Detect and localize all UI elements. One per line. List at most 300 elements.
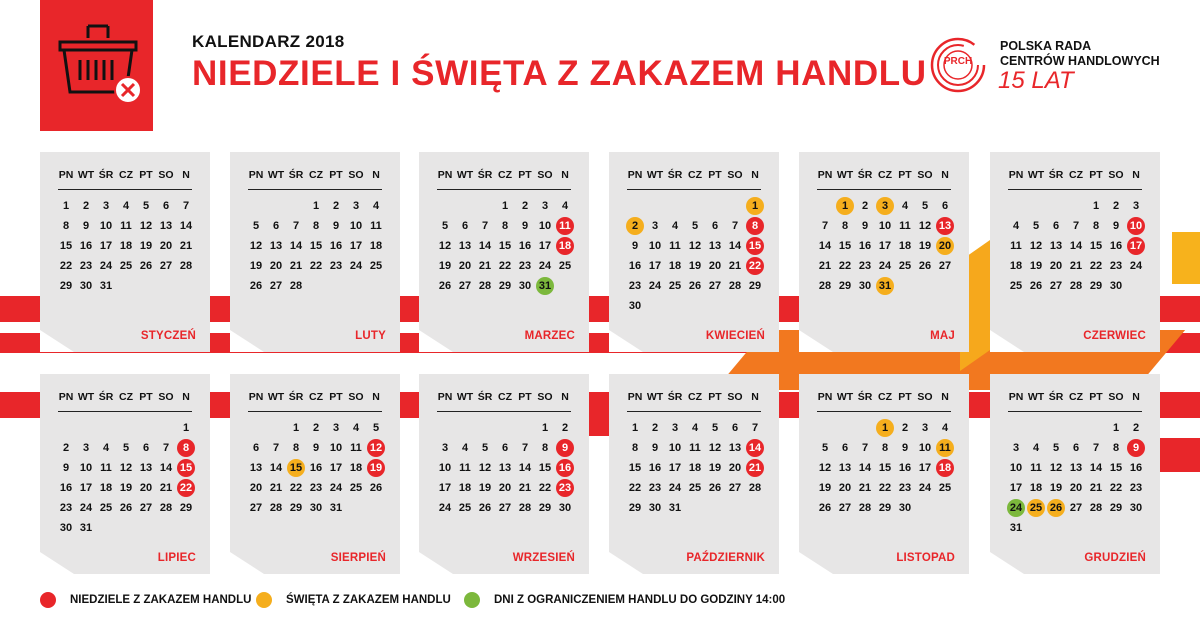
- day-cell: 29: [1089, 280, 1103, 292]
- day-cell: 5: [441, 220, 449, 232]
- day-limited-hours: 24: [1007, 499, 1025, 517]
- weekday-label: SO: [917, 169, 933, 181]
- day-cell: 29: [179, 502, 193, 514]
- day-cell: 29: [59, 280, 73, 292]
- month-card: [799, 374, 969, 574]
- day-cell: 4: [461, 442, 469, 454]
- card-corner-cut: [40, 330, 74, 352]
- day-cell: 12: [119, 462, 133, 474]
- day-cell: 30: [59, 522, 73, 534]
- day-grid: [815, 418, 955, 518]
- day-grid: [435, 196, 575, 296]
- day-cell: 5: [1032, 220, 1040, 232]
- month-card: [609, 152, 779, 352]
- day-cell: 5: [921, 200, 929, 212]
- weekday-header: [435, 391, 575, 403]
- weekday-label: PN: [248, 169, 264, 181]
- day-cell: 24: [878, 260, 892, 272]
- day-grid: [815, 196, 955, 296]
- day-cell: 24: [648, 280, 662, 292]
- card-corner-cut: [419, 330, 453, 352]
- weekday-header: [56, 391, 196, 403]
- empty-cell: [436, 419, 454, 437]
- month-card: [40, 152, 210, 352]
- day-cell: 23: [898, 482, 912, 494]
- day-cell: 2: [861, 200, 869, 212]
- day-cell: 16: [628, 260, 642, 272]
- day-cell: 18: [369, 240, 383, 252]
- day-cell: 21: [179, 240, 193, 252]
- day-cell: 26: [249, 280, 263, 292]
- day-cell: 7: [292, 220, 300, 232]
- day-cell: 10: [648, 240, 662, 252]
- day-cell: 23: [1109, 260, 1123, 272]
- day-sunday-ban: 18: [556, 237, 574, 255]
- green-dot-icon: [464, 592, 480, 608]
- day-cell: 14: [858, 462, 872, 474]
- month-name: SIERPIEŃ: [330, 552, 386, 564]
- month-name: PAŹDZIERNIK: [686, 552, 765, 564]
- day-cell: 4: [941, 422, 949, 434]
- day-cell: 22: [878, 482, 892, 494]
- empty-cell: [1067, 197, 1085, 215]
- day-cell: 26: [478, 502, 492, 514]
- day-cell: 6: [162, 200, 170, 212]
- day-cell: 30: [898, 502, 912, 514]
- day-cell: 23: [648, 482, 662, 494]
- day-cell: 19: [139, 240, 153, 252]
- day-cell: 2: [332, 200, 340, 212]
- card-corner-cut: [990, 552, 1024, 574]
- month-name: GRUDZIEŃ: [1084, 552, 1146, 564]
- legend-limited-hours: [464, 592, 785, 608]
- weekday-header: [815, 391, 955, 403]
- day-cell: 6: [941, 200, 949, 212]
- weekday-label: CZ: [878, 169, 892, 181]
- day-cell: 27: [938, 260, 952, 272]
- weekday-label: ŚR: [857, 169, 873, 181]
- day-cell: 9: [1112, 220, 1120, 232]
- day-holiday-ban: 15: [287, 459, 305, 477]
- empty-cell: [157, 419, 175, 437]
- weekday-label: PT: [708, 391, 722, 403]
- day-cell: 19: [818, 482, 832, 494]
- day-cell: 9: [62, 462, 70, 474]
- empty-cell: [1047, 197, 1065, 215]
- day-cell: 19: [1049, 482, 1063, 494]
- day-cell: 26: [818, 502, 832, 514]
- day-cell: 13: [708, 240, 722, 252]
- card-corner-cut: [990, 330, 1024, 352]
- day-cell: 2: [1112, 200, 1120, 212]
- day-cell: 10: [79, 462, 93, 474]
- day-cell: 14: [728, 240, 742, 252]
- day-cell: 15: [1089, 240, 1103, 252]
- empty-cell: [287, 197, 305, 215]
- day-sunday-ban: 8: [746, 217, 764, 235]
- day-cell: 8: [1112, 442, 1120, 454]
- day-cell: 29: [878, 502, 892, 514]
- month-name: LISTOPAD: [896, 552, 955, 564]
- day-grid: [625, 196, 765, 316]
- month-name: CZERWIEC: [1083, 330, 1146, 342]
- day-cell: 26: [119, 502, 133, 514]
- empty-cell: [476, 197, 494, 215]
- day-cell: 11: [1010, 240, 1022, 252]
- month-name: KWIECIEŃ: [705, 330, 765, 342]
- weekday-header: [246, 169, 386, 181]
- day-cell: 10: [329, 442, 343, 454]
- day-cell: 12: [438, 240, 452, 252]
- day-cell: 4: [102, 442, 110, 454]
- divider: [248, 189, 382, 190]
- day-cell: 13: [1049, 240, 1063, 252]
- day-cell: 16: [518, 240, 532, 252]
- day-cell: 31: [329, 502, 343, 514]
- day-cell: 18: [668, 260, 682, 272]
- day-cell: 25: [688, 482, 702, 494]
- day-sunday-ban: 10: [1127, 217, 1145, 235]
- weekday-label: CZ: [309, 391, 323, 403]
- day-cell: 1: [541, 422, 549, 434]
- day-cell: 15: [878, 462, 892, 474]
- day-cell: 3: [651, 220, 659, 232]
- day-cell: 1: [1112, 422, 1120, 434]
- day-cell: 30: [648, 502, 662, 514]
- weekday-label: N: [1132, 169, 1140, 181]
- day-sunday-ban: 9: [1127, 439, 1145, 457]
- day-cell: 9: [521, 220, 529, 232]
- empty-cell: [436, 197, 454, 215]
- day-holiday-ban: 1: [876, 419, 894, 437]
- empty-cell: [1067, 419, 1085, 437]
- weekday-label: CZ: [1069, 391, 1083, 403]
- day-cell: 4: [901, 200, 909, 212]
- weekday-label: N: [1132, 391, 1140, 403]
- day-cell: 13: [139, 462, 153, 474]
- weekday-label: WT: [456, 391, 474, 403]
- month-card: [419, 374, 589, 574]
- weekday-label: PN: [58, 169, 74, 181]
- weekday-label: PN: [1008, 169, 1024, 181]
- day-cell: 5: [821, 442, 829, 454]
- weekday-label: PT: [1089, 391, 1103, 403]
- day-grid: [56, 418, 196, 538]
- card-corner-cut: [799, 552, 833, 574]
- day-sunday-ban: 12: [367, 439, 385, 457]
- day-cell: 26: [688, 280, 702, 292]
- day-cell: 20: [269, 260, 283, 272]
- day-cell: 14: [518, 462, 532, 474]
- day-cell: 16: [1129, 462, 1143, 474]
- day-cell: 3: [82, 442, 90, 454]
- day-cell: 29: [748, 280, 762, 292]
- weekday-label: SO: [727, 391, 743, 403]
- weekday-label: PN: [627, 391, 643, 403]
- weekday-label: PT: [329, 169, 343, 181]
- weekday-header: [625, 169, 765, 181]
- day-cell: 11: [350, 442, 362, 454]
- weekday-label: WT: [1027, 391, 1045, 403]
- day-cell: 20: [1069, 482, 1083, 494]
- day-cell: 5: [1052, 442, 1060, 454]
- day-cell: 22: [1109, 482, 1123, 494]
- weekday-label: ŚR: [1048, 391, 1064, 403]
- month-card: [419, 152, 589, 352]
- weekday-label: PN: [627, 169, 643, 181]
- weekday-label: CZ: [498, 169, 512, 181]
- weekday-label: PN: [817, 391, 833, 403]
- day-cell: 18: [99, 482, 113, 494]
- day-cell: 9: [901, 442, 909, 454]
- month-name: STYCZEŃ: [140, 330, 196, 342]
- weekday-label: N: [182, 169, 190, 181]
- day-cell: 29: [538, 502, 552, 514]
- day-cell: 14: [1069, 240, 1083, 252]
- day-cell: 25: [668, 280, 682, 292]
- day-cell: 2: [82, 200, 90, 212]
- day-cell: 8: [292, 442, 300, 454]
- day-cell: 13: [838, 462, 852, 474]
- day-cell: 8: [631, 442, 639, 454]
- day-cell: 30: [628, 300, 642, 312]
- day-cell: 13: [269, 240, 283, 252]
- day-cell: 17: [1009, 482, 1023, 494]
- day-cell: 4: [1032, 442, 1040, 454]
- weekday-label: PN: [58, 391, 74, 403]
- day-holiday-ban: 2: [626, 217, 644, 235]
- day-cell: 25: [558, 260, 572, 272]
- day-cell: 23: [329, 260, 343, 272]
- day-cell: 14: [478, 240, 492, 252]
- day-cell: 3: [352, 200, 360, 212]
- logo-name-line1: POLSKA RADA: [1000, 39, 1092, 53]
- day-cell: 23: [59, 502, 73, 514]
- day-cell: 25: [898, 260, 912, 272]
- day-holiday-ban: 31: [876, 277, 894, 295]
- day-cell: 30: [79, 280, 93, 292]
- day-cell: 10: [668, 442, 682, 454]
- day-cell: 11: [100, 462, 112, 474]
- day-sunday-ban: 13: [936, 217, 954, 235]
- day-cell: 2: [901, 422, 909, 434]
- legend-sunday-ban: [40, 592, 251, 608]
- legend-holiday-ban: [256, 592, 451, 608]
- empty-cell: [57, 419, 75, 437]
- day-cell: 10: [918, 442, 932, 454]
- weekday-label: CZ: [119, 169, 133, 181]
- day-cell: 18: [1009, 260, 1023, 272]
- empty-cell: [706, 197, 724, 215]
- weekday-label: PT: [708, 169, 722, 181]
- day-cell: 4: [1012, 220, 1020, 232]
- month-card: [990, 374, 1160, 574]
- weekday-label: N: [561, 391, 569, 403]
- day-sunday-ban: 8: [177, 439, 195, 457]
- day-cell: 5: [142, 200, 150, 212]
- day-cell: 27: [728, 482, 742, 494]
- day-cell: 24: [538, 260, 552, 272]
- legend-label: DNI Z OGRANICZENIEM HANDLU DO GODZINY 14:00: [494, 594, 786, 606]
- day-cell: 11: [899, 220, 911, 232]
- weekday-label: WT: [646, 169, 664, 181]
- card-corner-cut: [230, 552, 264, 574]
- day-cell: 25: [938, 482, 952, 494]
- weekday-label: N: [941, 391, 949, 403]
- day-cell: 21: [1089, 482, 1103, 494]
- day-cell: 31: [668, 502, 682, 514]
- day-cell: 8: [1092, 220, 1100, 232]
- weekday-header: [815, 169, 955, 181]
- day-cell: 28: [478, 280, 492, 292]
- day-sunday-ban: 23: [556, 479, 574, 497]
- divider: [58, 189, 192, 190]
- day-cell: 24: [329, 482, 343, 494]
- day-cell: 23: [858, 260, 872, 272]
- day-cell: 10: [1009, 462, 1023, 474]
- day-cell: 8: [881, 442, 889, 454]
- day-cell: 28: [179, 260, 193, 272]
- day-cell: 11: [669, 240, 681, 252]
- weekday-label: CZ: [119, 391, 133, 403]
- weekday-header: [1006, 391, 1146, 403]
- day-cell: 6: [252, 442, 260, 454]
- month-name: MARZEC: [524, 330, 575, 342]
- day-cell: 6: [731, 422, 739, 434]
- empty-cell: [686, 197, 704, 215]
- day-cell: 25: [119, 260, 133, 272]
- day-cell: 15: [628, 462, 642, 474]
- decorative-ribbon: [1172, 232, 1200, 284]
- day-cell: 13: [249, 462, 263, 474]
- weekday-label: ŚR: [288, 391, 304, 403]
- day-cell: 15: [838, 240, 852, 252]
- weekday-label: PN: [817, 169, 833, 181]
- day-cell: 7: [481, 220, 489, 232]
- day-cell: 27: [498, 502, 512, 514]
- day-cell: 25: [458, 502, 472, 514]
- day-cell: 6: [841, 442, 849, 454]
- weekday-header: [625, 391, 765, 403]
- day-cell: 30: [309, 502, 323, 514]
- weekday-label: ŚR: [1048, 169, 1064, 181]
- weekday-label: PT: [518, 169, 532, 181]
- day-cell: 17: [918, 462, 932, 474]
- day-cell: 30: [858, 280, 872, 292]
- day-holiday-ban: 3: [876, 197, 894, 215]
- empty-cell: [816, 419, 834, 437]
- day-cell: 19: [249, 260, 263, 272]
- logo-tagline: 15 LAT: [998, 67, 1074, 94]
- day-cell: 12: [1029, 240, 1043, 252]
- day-cell: 14: [818, 240, 832, 252]
- day-cell: 6: [272, 220, 280, 232]
- day-cell: 7: [162, 442, 170, 454]
- day-cell: 21: [728, 260, 742, 272]
- day-cell: 4: [691, 422, 699, 434]
- day-holiday-ban: 11: [936, 439, 954, 457]
- empty-cell: [1087, 419, 1105, 437]
- day-cell: 24: [99, 260, 113, 272]
- empty-cell: [496, 419, 514, 437]
- day-cell: 28: [728, 280, 742, 292]
- empty-cell: [117, 419, 135, 437]
- day-cell: 1: [292, 422, 300, 434]
- day-cell: 27: [458, 280, 472, 292]
- day-cell: 27: [1069, 502, 1083, 514]
- weekday-label: WT: [1027, 169, 1045, 181]
- day-cell: 11: [459, 462, 471, 474]
- day-cell: 24: [438, 502, 452, 514]
- day-cell: 2: [1132, 422, 1140, 434]
- card-corner-cut: [799, 330, 833, 352]
- day-cell: 2: [561, 422, 569, 434]
- day-cell: 27: [838, 502, 852, 514]
- month-name: LIPIEC: [157, 552, 196, 564]
- weekday-label: SO: [158, 391, 174, 403]
- day-cell: 23: [518, 260, 532, 272]
- weekday-label: WT: [77, 391, 95, 403]
- day-cell: 21: [269, 482, 283, 494]
- day-cell: 17: [329, 462, 343, 474]
- day-cell: 16: [329, 240, 343, 252]
- page-title: NIEDZIELE I ŚWIĘTA Z ZAKAZEM HANDLU: [192, 54, 927, 93]
- day-cell: 30: [1129, 502, 1143, 514]
- day-cell: 12: [1049, 462, 1063, 474]
- divider: [437, 189, 571, 190]
- day-cell: 7: [521, 442, 529, 454]
- day-cell: 2: [312, 422, 320, 434]
- empty-cell: [1027, 419, 1045, 437]
- weekday-label: SO: [348, 169, 364, 181]
- weekday-label: N: [372, 391, 380, 403]
- weekday-header: [246, 391, 386, 403]
- weekday-label: ŚR: [288, 169, 304, 181]
- day-cell: 22: [309, 260, 323, 272]
- card-corner-cut: [230, 330, 264, 352]
- day-cell: 10: [878, 220, 892, 232]
- weekday-label: N: [941, 169, 949, 181]
- day-sunday-ban: 17: [1127, 237, 1145, 255]
- day-cell: 19: [918, 240, 932, 252]
- day-cell: 6: [142, 442, 150, 454]
- empty-cell: [77, 419, 95, 437]
- card-corner-cut: [609, 330, 643, 352]
- month-name: LUTY: [355, 330, 386, 342]
- day-cell: 28: [269, 502, 283, 514]
- day-cell: 29: [498, 280, 512, 292]
- empty-cell: [836, 419, 854, 437]
- day-cell: 31: [99, 280, 113, 292]
- weekday-label: SO: [1108, 169, 1124, 181]
- logo-badge: PRCH: [943, 56, 973, 67]
- day-cell: 17: [538, 240, 552, 252]
- day-cell: 14: [289, 240, 303, 252]
- day-cell: 22: [59, 260, 73, 272]
- day-cell: 28: [1069, 280, 1083, 292]
- shopping-basket-no-icon: [54, 22, 144, 112]
- day-cell: 23: [309, 482, 323, 494]
- day-cell: 15: [59, 240, 73, 252]
- day-sunday-ban: 9: [556, 439, 574, 457]
- day-cell: 18: [1029, 482, 1043, 494]
- day-cell: 26: [369, 482, 383, 494]
- day-cell: 12: [139, 220, 153, 232]
- month-card: [799, 152, 969, 352]
- day-cell: 7: [272, 442, 280, 454]
- empty-cell: [1007, 419, 1025, 437]
- day-cell: 17: [438, 482, 452, 494]
